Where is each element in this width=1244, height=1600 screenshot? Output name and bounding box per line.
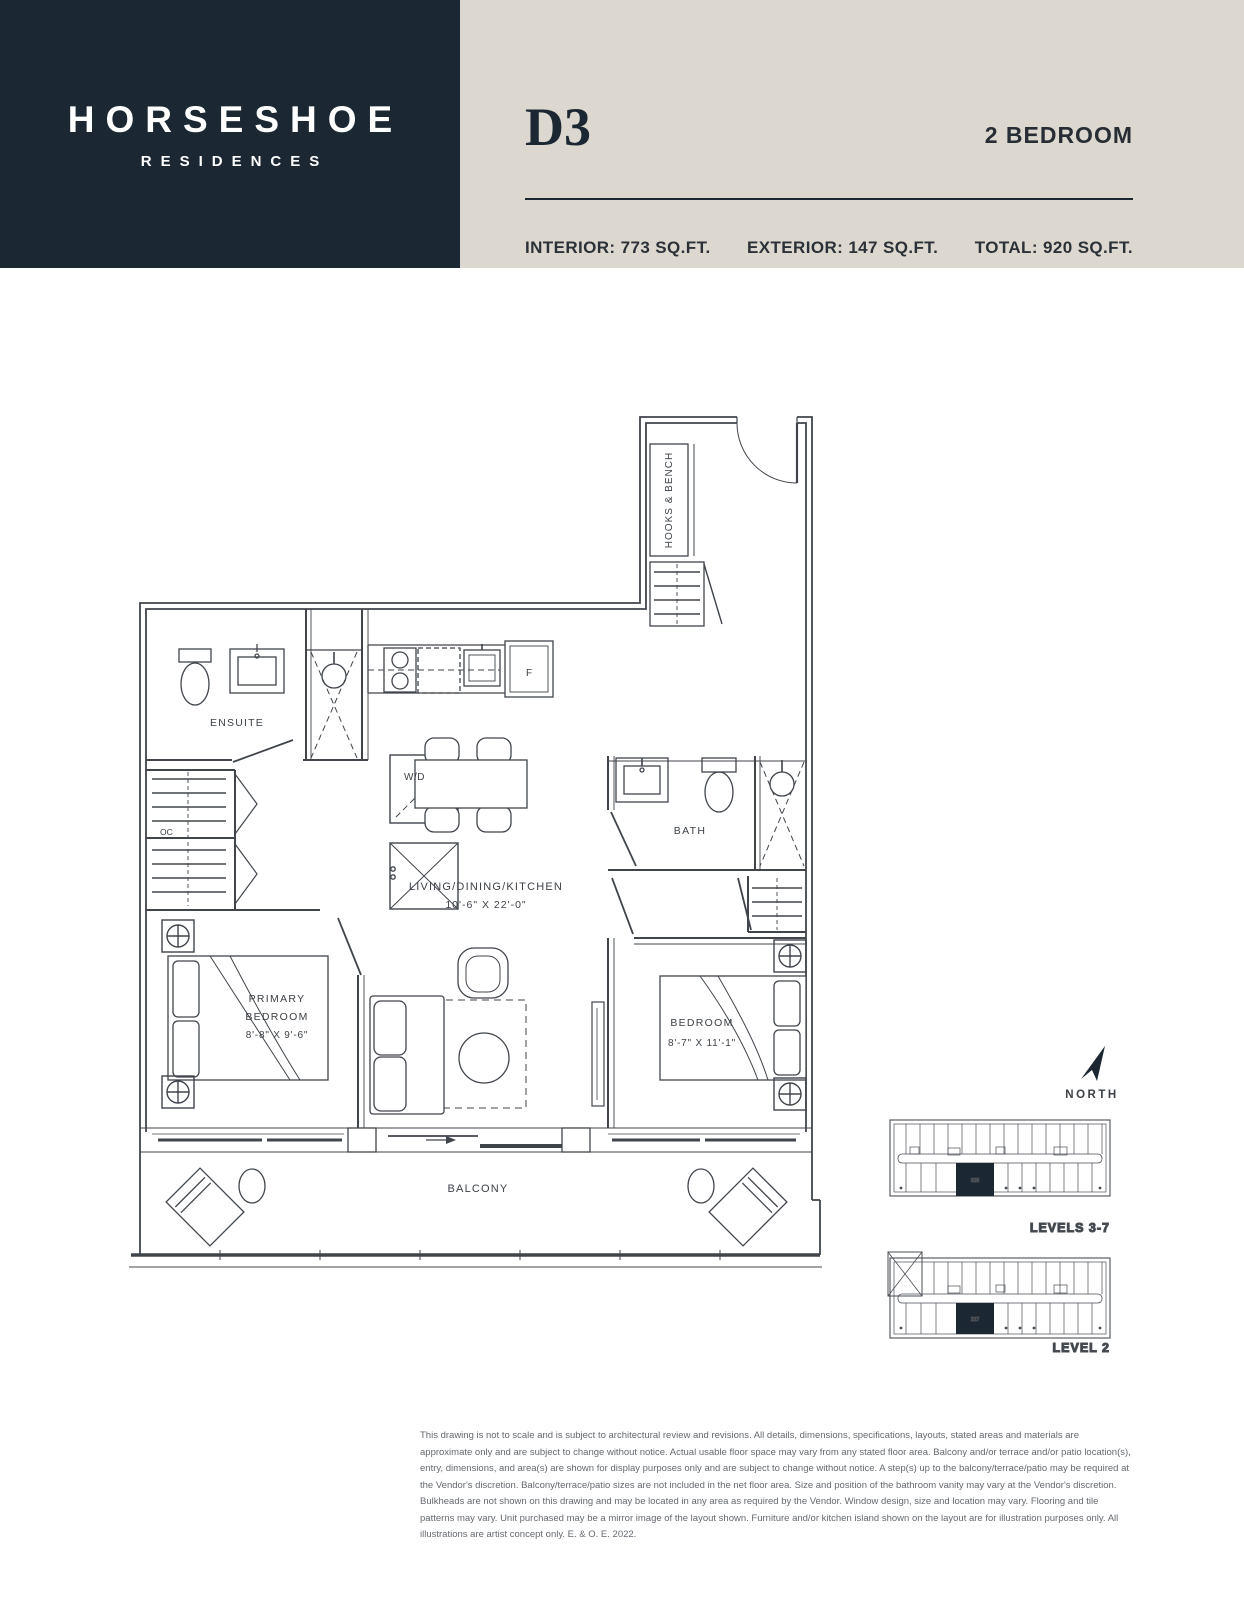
label-bedroom-dims: 8'-7" X 11'-1"	[667, 1038, 737, 1049]
label-primary-dims: 8'-8" X 9'-6"	[245, 1030, 309, 1041]
toilet-bowl	[181, 663, 209, 705]
label-hooks-bench: HOOKS & BENCH	[664, 451, 675, 549]
dining-chair	[477, 806, 511, 832]
toilet-tank	[179, 649, 211, 662]
exterior-area: EXTERIOR: 147 SQ.FT.	[747, 238, 939, 257]
label-ensuite: ENSUITE	[210, 717, 264, 729]
key-plan-levels-3-7	[890, 1120, 1110, 1235]
label-wd: W/D	[404, 772, 425, 783]
side-table	[239, 1169, 265, 1203]
second-bedroom-closet	[752, 878, 802, 930]
label-living-dims: 10'-6" X 22'-0"	[445, 899, 527, 911]
label-level-2: LEVEL 2	[1052, 1341, 1110, 1355]
ensuite-shower	[311, 652, 357, 758]
window-wall	[140, 1128, 812, 1152]
dining-table	[415, 760, 527, 808]
kitchen-island-optional	[418, 648, 460, 693]
tv-console	[592, 1002, 604, 1106]
lounge-chair	[709, 1168, 787, 1246]
entry-door	[737, 423, 797, 483]
label-north: NORTH	[1065, 1089, 1119, 1101]
toilet-bowl	[705, 772, 733, 812]
unit-number-levels-3-7: 328	[970, 1178, 980, 1184]
unit-type: 2 BEDROOM	[984, 122, 1133, 148]
label-oc: OC	[160, 827, 173, 837]
label-balcony: BALCONY	[447, 1183, 509, 1195]
lounge-chair	[166, 1168, 244, 1246]
brand-name: HORSESHOE	[67, 98, 404, 140]
ensuite-fixtures	[179, 644, 362, 758]
coffee-table	[459, 1033, 509, 1083]
interior-area: INTERIOR: 773 SQ.FT.	[525, 238, 711, 257]
bath-fixtures	[616, 758, 804, 866]
north-arrow-icon	[1081, 1046, 1105, 1081]
dining-chair	[425, 806, 459, 832]
key-plan-level-2	[888, 1252, 1110, 1355]
shower-head-icon	[770, 772, 794, 796]
north-arrow	[1065, 1046, 1118, 1101]
label-living: LIVING/DINING/KITCHEN	[408, 881, 564, 893]
side-table	[688, 1169, 714, 1203]
bath-shower	[760, 762, 804, 866]
total-area: TOTAL: 920 SQ.FT.	[974, 238, 1133, 257]
door-swing-arrow-icon	[446, 1136, 456, 1144]
brand-subtitle: RESIDENCES	[140, 152, 329, 170]
shower-head-icon	[322, 664, 346, 688]
label-primary-2: BEDROOM	[245, 1011, 309, 1023]
living-furniture	[370, 948, 604, 1114]
entry-foyer	[650, 444, 722, 626]
toilet-tank	[702, 758, 736, 772]
label-primary-1: PRIMARY	[248, 993, 306, 1005]
label-fridge: F	[525, 668, 533, 679]
label-levels-3-7: LEVELS 3-7	[1029, 1221, 1110, 1235]
label-bath: BATH	[673, 825, 707, 837]
unit-number-level-2: 227	[970, 1317, 980, 1323]
unit-number: D3	[525, 97, 591, 157]
dining-set	[415, 738, 527, 832]
legal-disclaimer: This drawing is not to scale and is subject to architectural review and revisions. All details, dimensions, specifications, layouts, stated areas and materials are approximate only and are subject to change without notice. Actual usable floor space may vary from any stated floor area. Balcony and/or terrace and/or patio location(s), entry, dimensions, and area(s) are shown for display purposes only and are subject to change without notice. A step(s) up to the balcony/terrace/patio may be required at the Vendor's discretion. Balcony/terrace/patio sizes are not included in the net floor area. Size and position of the bathroom vanity may vary at the Vendor's discretion. Bulkheads are not shown on this drawing and may be located in any area as required by the Vendor. Window design, size and location may vary. Flooring and tile patterns may vary. Unit purchased may be a mirror image of the layout shown. Furniture and/or kitchen island shown on the layout are for illustration purposes only. All illustrations are artist concept only. E. & O. E. 2022.	[420, 1430, 1131, 1540]
label-bedroom: BEDROOM	[670, 1017, 734, 1029]
